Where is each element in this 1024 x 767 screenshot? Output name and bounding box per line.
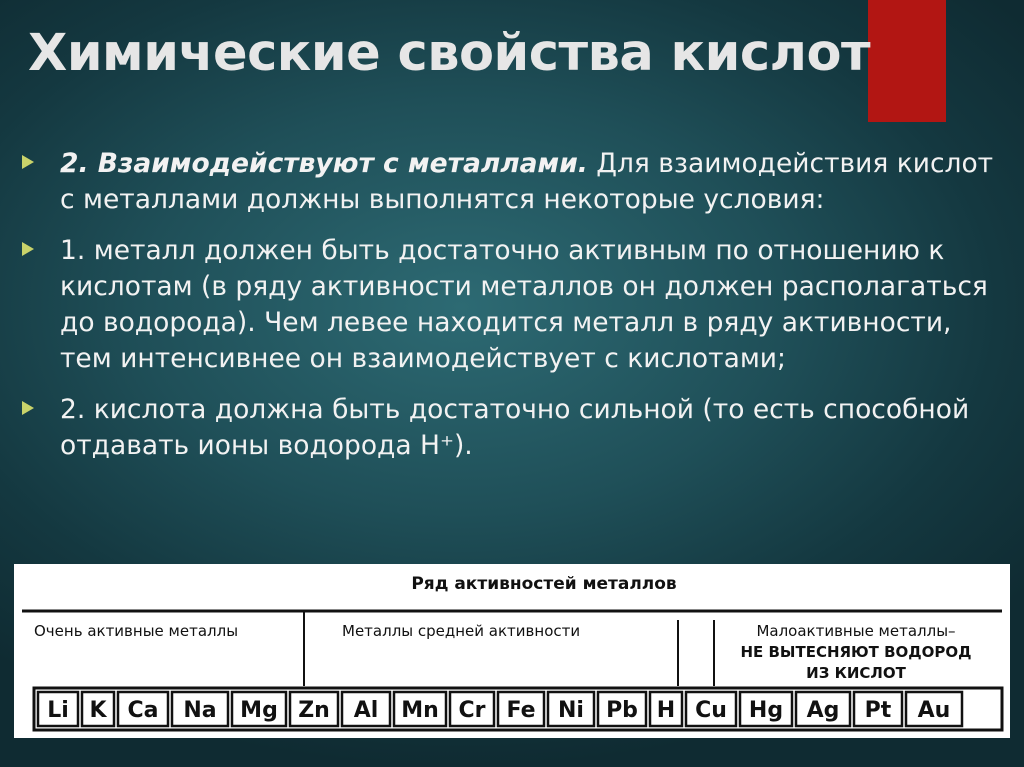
group-label-low-active-line1: Малоактивные металлы– bbox=[756, 622, 956, 640]
metal-symbol: Zn bbox=[298, 698, 330, 723]
metal-symbol: Au bbox=[917, 698, 951, 723]
bullet-text: 1. металл должен быть достаточно активным по отношению к кислотам (в ряду активности металлов он должен располагаться до водорода). Чем левее находится металл в ряду активности, тем интенсивнее он взаимодействует с кислотами; bbox=[60, 235, 988, 374]
group-label-low-active-line2: НЕ ВЫТЕСНЯЮТ ВОДОРОД bbox=[740, 643, 972, 661]
metal-symbol: Pb bbox=[606, 698, 638, 723]
metal-symbol: Al bbox=[353, 698, 379, 723]
slide-title: Химические свойства кислот bbox=[28, 24, 871, 83]
metal-symbol: Ca bbox=[127, 698, 159, 723]
metal-symbol: Mg bbox=[240, 698, 278, 723]
bullet-arrow-icon bbox=[22, 155, 34, 169]
bullet-arrow-icon bbox=[22, 242, 34, 256]
metal-symbol: Li bbox=[47, 698, 69, 723]
bullet-item bbox=[20, 233, 1010, 377]
activity-series-table bbox=[14, 564, 1010, 738]
metal-symbol: Ag bbox=[806, 698, 840, 723]
table-title: Ряд активностей металлов bbox=[411, 574, 677, 594]
metal-cells bbox=[38, 692, 962, 726]
bullet-lead: 2. Взаимодействуют с металлами. bbox=[60, 148, 588, 179]
bullet-list bbox=[20, 146, 1010, 479]
bullet-item bbox=[20, 146, 1010, 218]
metal-symbol: Na bbox=[183, 698, 217, 723]
metal-symbol: Ni bbox=[558, 698, 584, 723]
metal-symbol: K bbox=[89, 698, 107, 723]
metal-symbol: Mn bbox=[401, 698, 439, 723]
bullet-text: 2. кислота должна быть достаточно сильной (то есть способной отдавать ионы водорода H⁺). bbox=[60, 394, 970, 461]
activity-series-svg bbox=[14, 564, 1010, 738]
bullet-item bbox=[20, 392, 1010, 464]
metal-symbol: Cr bbox=[458, 698, 486, 723]
group-label-very-active: Очень активные металлы bbox=[34, 622, 239, 640]
bullet-text: Для взаимодействия кислот с металлами должны выполнятся некоторые условия: bbox=[60, 148, 994, 215]
metal-symbol: Pt bbox=[864, 698, 892, 723]
group-label-low-active-line3: ИЗ КИСЛОТ bbox=[806, 664, 906, 682]
metal-symbol: Hg bbox=[748, 698, 784, 723]
bullet-arrow-icon bbox=[22, 401, 34, 415]
metal-symbol: Fe bbox=[506, 698, 536, 723]
accent-bar bbox=[868, 0, 946, 122]
metal-symbol: H bbox=[656, 698, 676, 723]
group-label-medium-active: Металлы средней активности bbox=[342, 622, 581, 640]
metal-symbol: Cu bbox=[695, 698, 727, 723]
